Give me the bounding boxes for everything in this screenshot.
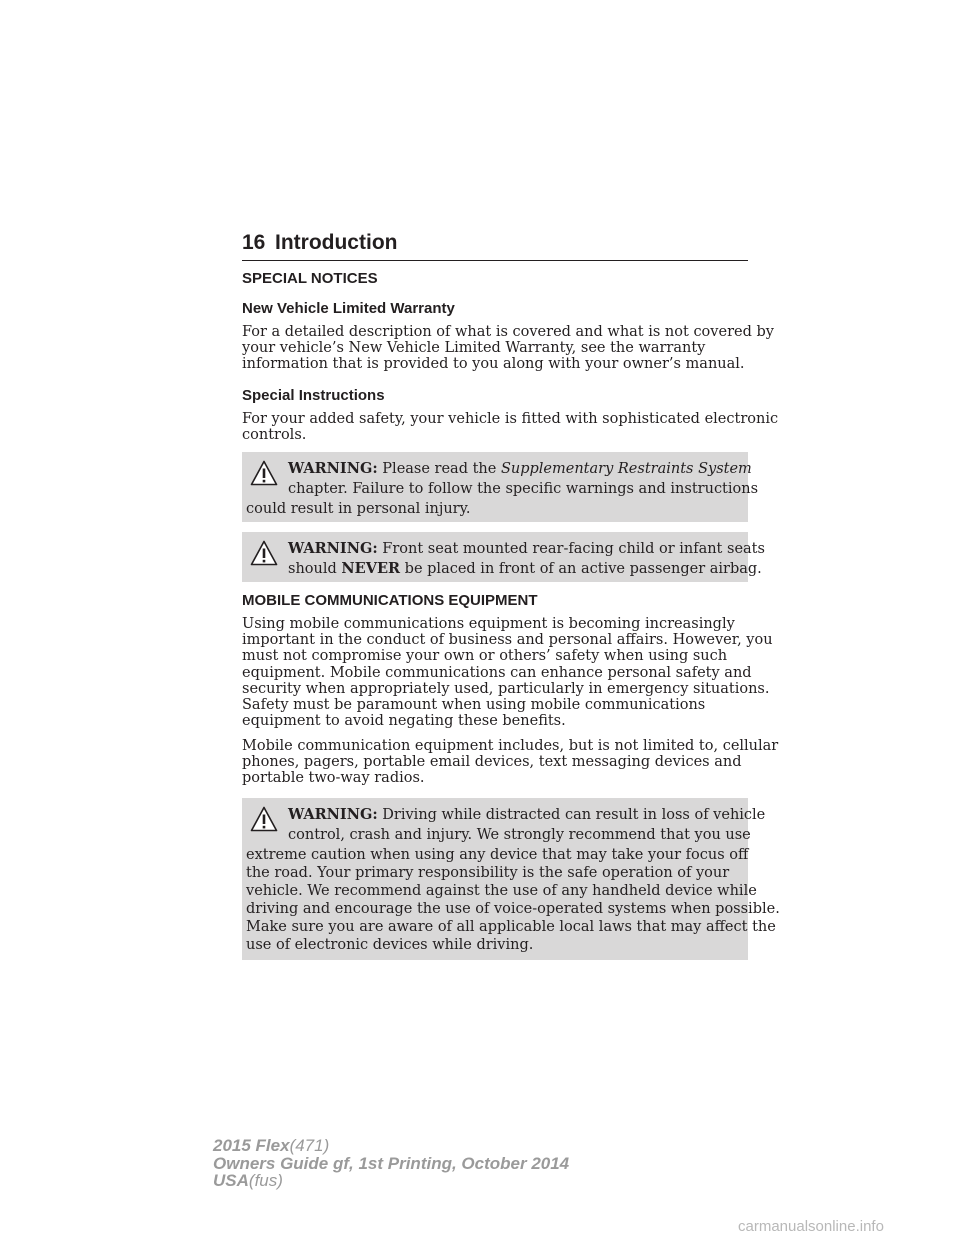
print-footer [213,1137,569,1190]
warning-line: could result in personal injury. [246,501,471,517]
warning-line [288,559,762,579]
text-line: information that is provided to you along with your owner’s manual. [242,356,745,373]
footer-code: (471) [289,1136,330,1155]
warning-triangle-icon [250,540,278,566]
warning-line: extreme caution when using any device that may take your focus off [246,847,749,863]
text-line: For a detailed description of what is covered and what is not covered by [242,324,774,340]
warning-line: driving and encourage the use of voice-operated systems when possible. [246,901,780,917]
warranty-heading: New Vehicle Limited Warranty [242,300,455,317]
mobile-paragraph-2 [242,738,779,787]
footer-printing: Owners Guide gf, 1st Printing, October 2014 [213,1153,570,1173]
warning-line: use of electronic devices while driving. [246,937,534,953]
page-number: 16 [242,231,266,254]
text-line: portable two-way radios. [242,770,425,787]
warranty-paragraph [242,324,774,373]
warning-line [288,459,752,479]
warning-text-segment: should [288,561,337,577]
warning-text-segment: Please read the [382,461,497,477]
footer-market: USA [213,1171,249,1190]
footer-line [213,1137,569,1155]
page-header [242,227,748,261]
footer-line [213,1155,569,1173]
warning-text-segment: be placed in front of an active passenger airbag. [404,561,762,577]
text-line: your vehicle’s New Vehicle Limited Warranty, see the warranty [242,340,706,357]
warning-line: vehicle. We recommend against the use of any handheld device while [246,883,757,899]
text-line: Using mobile communications equipment is becoming increasingly [242,616,735,632]
special-notices-heading: SPECIAL NOTICES [242,270,378,287]
warning-label: WARNING: [288,460,378,477]
text-line: important in the conduct of business and personal affairs. However, you [242,632,773,649]
footer-code: (fus) [248,1171,283,1190]
mobile-paragraph-1 [242,616,773,730]
footer-model: 2015 Flex [213,1136,290,1155]
watermark-link[interactable]: carmanualsonline.info [738,1218,884,1235]
warning-line: the road. Your primary responsibility is the safe operation of your [246,865,730,881]
warning-line [288,805,765,825]
warning-box [242,452,759,522]
warning-triangle-icon [250,460,278,486]
warning-line: chapter. Failure to follow the specific warnings and instructions [288,481,759,497]
warning-line [288,539,765,559]
text-line: equipment to avoid negating these benefits. [242,713,566,730]
warning-text-segment: Driving while distracted can result in loss of vehicle [382,807,766,823]
warning-label: WARNING: [288,540,378,557]
text-line: Safety must be paramount when using mobile communications [242,697,706,714]
text-line: security when appropriately used, particularly in emergency situations. [242,680,770,697]
instructions-paragraph [242,411,779,444]
warning-text-segment: Front seat mounted rear-facing child or infant seats [382,541,765,557]
text-line: equipment. Mobile communications can enhance personal safety and [242,664,752,681]
text-line: Mobile communication equipment includes, but is not limited to, cellular [242,738,779,754]
warning-box [242,532,765,582]
warning-line: control, crash and injury. We strongly recommend that you use [288,827,751,843]
text-line: For your added safety, your vehicle is fitted with sophisticated electronic [242,411,779,427]
warning-text-italic: Supplementary Restraints System [500,461,752,477]
section-title: Introduction [275,231,398,254]
footer-line [213,1172,569,1190]
warning-label: WARNING: [288,806,378,823]
text-line: phones, pagers, portable email devices, text messaging devices and [242,754,742,771]
mobile-heading: MOBILE COMMUNICATIONS EQUIPMENT [242,592,538,609]
warning-box [242,798,780,960]
warning-emphasis: NEVER [341,560,401,577]
warning-line: Make sure you are aware of all applicable local laws that may affect the [246,919,776,935]
instructions-heading: Special Instructions [242,387,385,404]
warning-triangle-icon [250,806,278,832]
text-line: must not compromise your own or others’ safety when using such [242,648,728,665]
text-line: controls. [242,427,307,444]
